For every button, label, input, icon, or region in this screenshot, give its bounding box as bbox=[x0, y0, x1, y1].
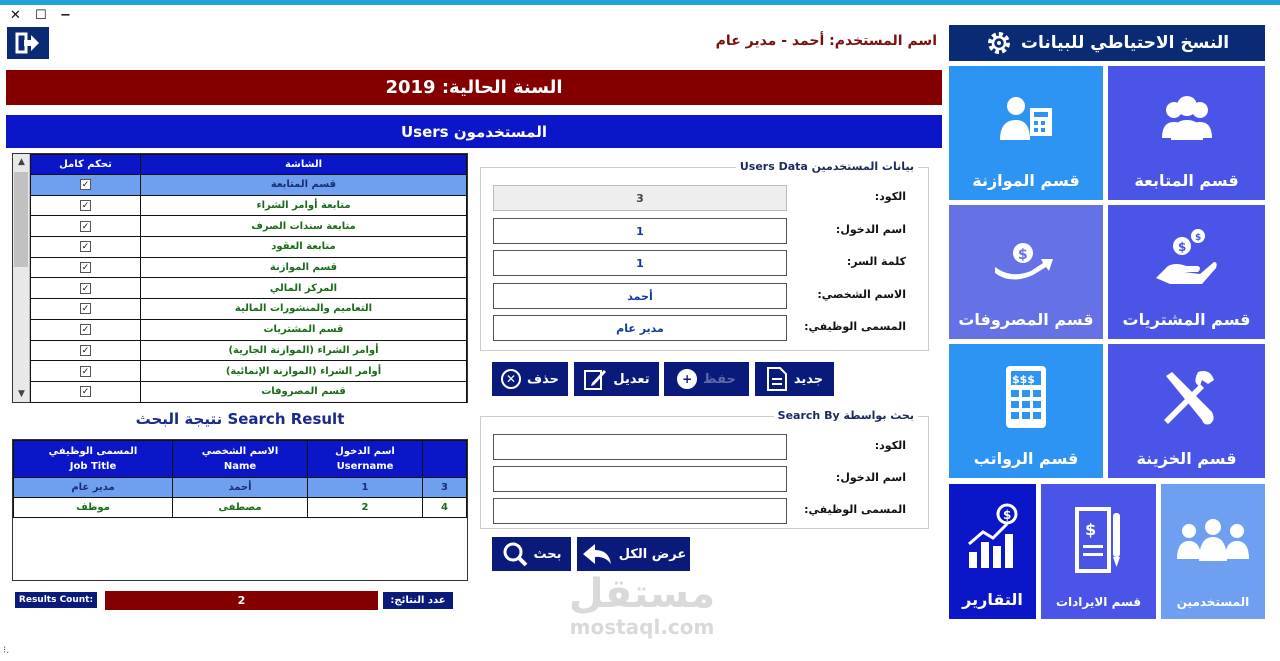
svg-text:$$$: $$$ bbox=[1012, 372, 1035, 386]
tile-label: قسم الرواتب bbox=[973, 449, 1079, 468]
watermark-en: mostaql.com bbox=[569, 615, 715, 639]
scroll-thumb[interactable] bbox=[14, 172, 28, 267]
tools-icon bbox=[1152, 362, 1222, 432]
table-row[interactable] bbox=[31, 278, 467, 299]
password-field[interactable]: 1 bbox=[493, 250, 787, 276]
save-label: حفظ bbox=[703, 371, 736, 387]
code-row bbox=[493, 185, 918, 211]
login-label: اسم الدخول: bbox=[835, 223, 906, 236]
checkbox[interactable]: ✓ bbox=[81, 180, 90, 191]
job-title-label: المسمى الوظيفي: bbox=[804, 320, 906, 333]
search-result-grid[interactable] bbox=[12, 439, 468, 581]
new-label: جديد bbox=[793, 371, 824, 387]
table-row[interactable] bbox=[31, 381, 467, 402]
name-row bbox=[493, 283, 918, 309]
top-accent-bar bbox=[0, 0, 1280, 5]
table-row[interactable] bbox=[31, 216, 467, 237]
search-login-input[interactable] bbox=[493, 466, 787, 492]
tile-users[interactable] bbox=[1161, 484, 1265, 619]
screen-name: قسم المصروفات bbox=[141, 381, 467, 402]
hand-money-icon bbox=[1152, 228, 1222, 288]
search-login-row bbox=[493, 466, 918, 492]
col-username: اسم الدخول Username bbox=[308, 441, 423, 478]
search-login-label: اسم الدخول: bbox=[835, 471, 906, 484]
svg-text:$: $ bbox=[1084, 519, 1096, 539]
users-data-group bbox=[480, 160, 929, 351]
cell-title: موظف bbox=[14, 498, 173, 518]
password-label: كلمة السر: bbox=[846, 255, 906, 268]
table-row[interactable] bbox=[31, 175, 467, 196]
tile-budget[interactable] bbox=[949, 66, 1103, 200]
screen-name: المركز المالي bbox=[141, 278, 467, 299]
team-icon bbox=[1175, 515, 1251, 565]
cell-id: 4 bbox=[423, 498, 467, 518]
tile-expenses[interactable] bbox=[949, 205, 1103, 339]
cell-id: 3 bbox=[423, 478, 467, 498]
gear-icon bbox=[985, 29, 1013, 57]
edit-button[interactable] bbox=[574, 362, 659, 396]
results-count-label: Results Count: bbox=[15, 592, 97, 608]
search-title-row bbox=[493, 498, 918, 524]
table-row[interactable] bbox=[14, 478, 467, 498]
checkbox[interactable]: ✓ bbox=[81, 325, 90, 336]
screen-name: التعاميم والمنشورات المالية bbox=[141, 299, 467, 320]
search-title-input[interactable] bbox=[493, 498, 787, 524]
cell-username: 2 bbox=[308, 498, 423, 518]
table-row[interactable] bbox=[14, 498, 467, 518]
table-row[interactable] bbox=[31, 319, 467, 340]
tile-label: قسم المتابعة bbox=[1134, 171, 1239, 190]
screen-name: قسم الموازنة bbox=[141, 257, 467, 278]
section-title: المستخدمون Users bbox=[6, 115, 942, 148]
screen-name: متابعة أوامر الشراء bbox=[141, 195, 467, 216]
permissions-table bbox=[30, 154, 467, 403]
search-group bbox=[480, 409, 929, 529]
new-document-icon bbox=[766, 366, 788, 392]
cell-title: مدير عام bbox=[14, 478, 173, 498]
delete-icon: ✕ bbox=[501, 369, 521, 389]
search-code-row bbox=[493, 434, 918, 460]
svg-text:$: $ bbox=[1002, 508, 1011, 522]
cell-name: مصطفى bbox=[173, 498, 308, 518]
tile-label: قسم المشتريات bbox=[1122, 310, 1251, 329]
current-user-info: اسم المستخدم: أحمد - مدير عام bbox=[715, 33, 937, 49]
code-label: الكود: bbox=[874, 190, 906, 203]
search-title-label: المسمى الوظيفي: bbox=[804, 503, 906, 516]
plus-icon: + bbox=[677, 369, 697, 389]
cell-name: أحمد bbox=[173, 478, 308, 498]
money-out-icon bbox=[991, 233, 1061, 283]
invoice-icon bbox=[1069, 505, 1129, 575]
tile-revenues[interactable] bbox=[1041, 484, 1156, 619]
screen-name: قسم المتابعة bbox=[141, 175, 467, 196]
scroll-down-icon[interactable]: ▼ bbox=[18, 389, 25, 399]
table-row[interactable] bbox=[31, 299, 467, 320]
search-result-table bbox=[13, 440, 467, 518]
watermark bbox=[562, 572, 722, 638]
tile-label: المستخدمين bbox=[1176, 595, 1250, 609]
back-arrow-icon bbox=[581, 542, 613, 566]
logout-button[interactable] bbox=[7, 27, 49, 59]
tile-reports[interactable] bbox=[949, 484, 1036, 619]
col-id bbox=[423, 441, 467, 478]
tile-treasury[interactable] bbox=[1108, 344, 1265, 478]
tile-label: التقارير bbox=[962, 590, 1023, 609]
save-button[interactable] bbox=[664, 362, 749, 396]
table-row[interactable] bbox=[31, 237, 467, 258]
tile-label: قسم الايرادات bbox=[1055, 595, 1142, 609]
screen-name: قسم المشتريات bbox=[141, 319, 467, 340]
checkbox[interactable]: ✓ bbox=[81, 387, 90, 398]
chart-icon bbox=[963, 502, 1023, 572]
maximize-window-icon[interactable]: ☐ bbox=[35, 8, 47, 23]
edit-label: تعديل bbox=[613, 371, 650, 387]
tile-label: قسم الموازنة bbox=[972, 171, 1080, 190]
col-screen: الشاشة bbox=[141, 155, 467, 175]
users-group-icon bbox=[1157, 94, 1217, 144]
checkbox[interactable]: ✓ bbox=[81, 263, 90, 274]
logout-icon bbox=[15, 32, 41, 54]
tile-followup[interactable] bbox=[1108, 66, 1265, 200]
show-all-label: عرض الكل bbox=[618, 546, 687, 562]
search-legend: بحث بواسطة Search By bbox=[774, 409, 918, 422]
screen-name: متابعة العقود bbox=[141, 237, 467, 258]
resize-grip-icon[interactable]: ⁝. bbox=[3, 645, 10, 656]
name-field[interactable]: أحمد bbox=[493, 283, 787, 309]
name-label: الاسم الشخصي: bbox=[817, 288, 906, 301]
cell-username: 1 bbox=[308, 478, 423, 498]
new-button[interactable] bbox=[755, 362, 834, 396]
code-field: 3 bbox=[493, 185, 787, 211]
table-row[interactable] bbox=[31, 257, 467, 278]
title-row bbox=[493, 315, 918, 341]
backup-button[interactable] bbox=[949, 25, 1265, 61]
screen-name: أوامر الشراء (الموازنة الجارية) bbox=[141, 340, 467, 361]
password-row bbox=[493, 250, 918, 276]
permissions-scrollbar[interactable] bbox=[13, 154, 30, 402]
search-icon bbox=[502, 541, 528, 567]
checkbox[interactable]: ✓ bbox=[81, 345, 90, 356]
checkbox[interactable]: ✓ bbox=[81, 366, 90, 377]
search-button[interactable] bbox=[492, 537, 571, 571]
user-calculator-icon bbox=[996, 94, 1056, 144]
checkbox[interactable]: ✓ bbox=[81, 221, 90, 232]
calculator-icon bbox=[996, 362, 1056, 432]
svg-text:$: $ bbox=[1018, 246, 1028, 263]
table-row[interactable] bbox=[31, 361, 467, 382]
table-row[interactable] bbox=[31, 195, 467, 216]
table-row[interactable] bbox=[31, 340, 467, 361]
delete-label: حذف bbox=[527, 371, 559, 387]
col-job-title: المسمى الوظيفي Job Title bbox=[14, 441, 173, 478]
checkbox[interactable]: ✓ bbox=[81, 201, 90, 212]
results-count-label-ar: عدد النتائج: bbox=[383, 592, 453, 609]
tile-purchases[interactable] bbox=[1108, 205, 1265, 339]
close-window-icon[interactable]: ✕ bbox=[10, 8, 21, 23]
checkbox[interactable]: ✓ bbox=[81, 242, 90, 253]
search-label: بحث bbox=[533, 546, 562, 562]
login-row bbox=[493, 218, 918, 244]
current-year-banner: السنة الحالية: 2019 bbox=[6, 70, 942, 105]
tile-label: قسم المصروفات bbox=[958, 310, 1094, 329]
search-code-input[interactable] bbox=[493, 434, 787, 460]
checkbox[interactable]: ✓ bbox=[81, 283, 90, 294]
screen-name: أوامر الشراء (الموازنة الإنمائية) bbox=[141, 361, 467, 382]
backup-label: النسخ الاحتياطي للبيانات bbox=[1020, 33, 1230, 53]
users-data-legend: بيانات المستخدمين Users Data bbox=[736, 160, 918, 173]
watermark-ar: مستقل bbox=[568, 571, 716, 617]
results-count-value: 2 bbox=[105, 591, 378, 610]
svg-text:$: $ bbox=[1177, 239, 1186, 254]
checkbox[interactable]: ✓ bbox=[81, 304, 90, 315]
delete-button[interactable] bbox=[492, 362, 568, 396]
col-full-control: تحكم كامل bbox=[31, 155, 141, 175]
scroll-up-icon[interactable]: ▲ bbox=[18, 157, 25, 167]
minimize-window-icon[interactable]: − bbox=[60, 8, 71, 23]
search-result-title: نتيجة البحث Search Result bbox=[135, 410, 345, 428]
tile-label: قسم الخزينة bbox=[1136, 449, 1237, 468]
edit-icon bbox=[583, 367, 607, 391]
tile-salaries[interactable] bbox=[949, 344, 1103, 478]
permissions-grid[interactable] bbox=[12, 153, 468, 403]
show-all-button[interactable] bbox=[577, 537, 690, 571]
screen-name: متابعة سندات الصرف bbox=[141, 216, 467, 237]
search-code-label: الكود: bbox=[874, 439, 906, 452]
col-name: الاسم الشخصي Name bbox=[173, 441, 308, 478]
login-field[interactable]: 1 bbox=[493, 218, 787, 244]
job-title-field[interactable]: مدير عام bbox=[493, 315, 787, 341]
svg-text:$: $ bbox=[1194, 232, 1201, 243]
